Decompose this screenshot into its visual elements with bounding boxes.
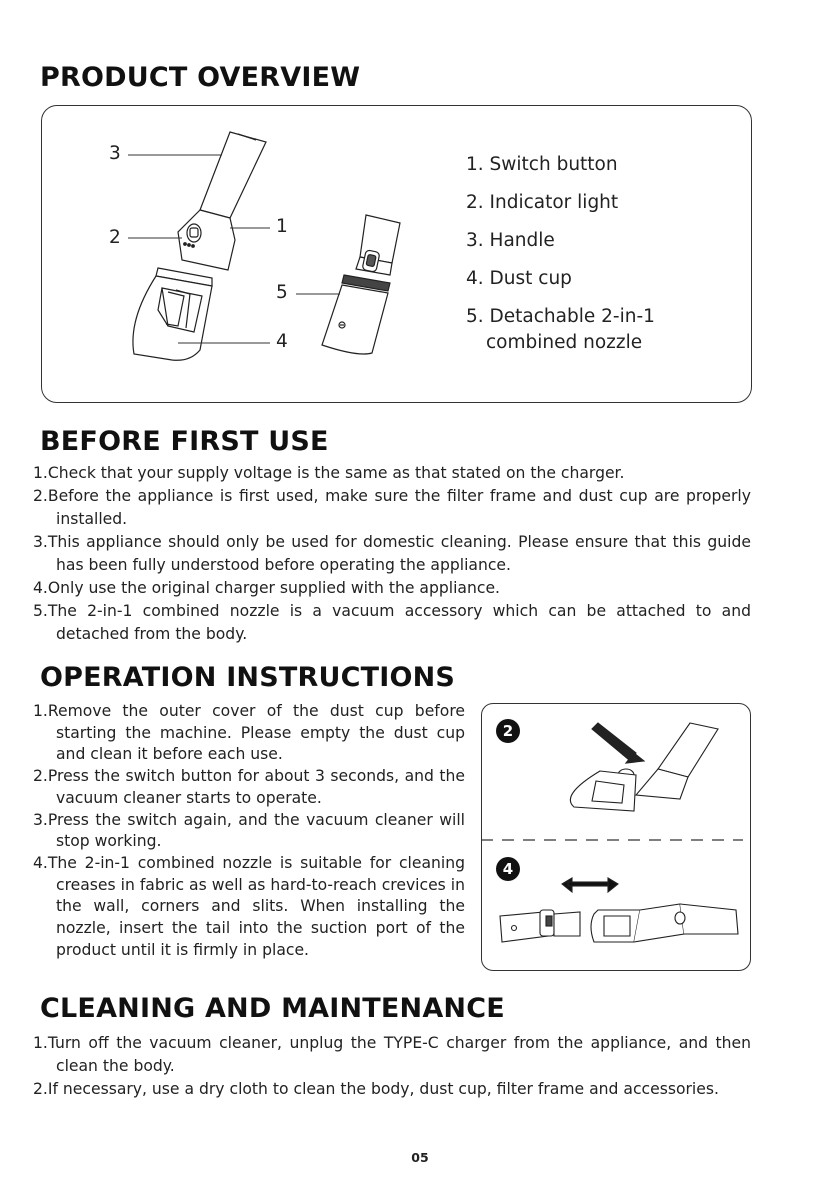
cleaning-steps [33,1032,751,1101]
dashed-divider [481,835,749,845]
product-overview-heading: PRODUCT OVERVIEW [40,62,361,93]
part-item: 2. Indicator light [466,192,619,213]
list-item: 5.The 2-in-1 combined nozzle is a vacuum accessory which can be attached to and detached from the body. [33,602,751,643]
cleaning-maintenance-heading: CLEANING AND MAINTENANCE [40,993,505,1024]
part-item: 1. Switch button [466,154,618,175]
page-number: 05 [411,1150,429,1165]
callout-leaders [0,0,840,400]
callout-3: 3 [109,143,121,164]
before-first-use-heading: BEFORE FIRST USE [40,426,329,457]
step-badge-2: 2 [496,719,520,743]
list-item: 4.Only use the original charger supplied with the appliance. [33,579,500,597]
operation-instructions-heading: OPERATION INSTRUCTIONS [40,662,456,693]
part-item: 5. Detachable 2-in-1 combined nozzle [466,306,655,353]
list-item: 3.This appliance should only be used for domestic cleaning. Please ensure that this guide has been fully understood before operating the appliance. [33,533,751,574]
callout-4: 4 [276,331,288,352]
callout-5: 5 [276,282,288,303]
callout-1: 1 [276,216,288,237]
operation-steps [33,701,465,961]
list-item: 2.Before the appliance is first used, make sure the filter frame and dust cup are properly installed. [33,487,751,528]
list-item: 1.Check that your supply voltage is the same as that stated on the charger. [33,464,625,482]
list-item: 1.Remove the outer cover of the dust cup before starting the machine. Please empty the dust cup and clean it before each use. [33,702,465,764]
parts-list [466,152,655,353]
list-item: 3.Press the switch again, and the vacuum cleaner will stop working. [33,810,465,851]
callout-2: 2 [109,227,121,248]
list-item: 1.Turn off the vacuum cleaner, unplug the TYPE-C charger from the appliance, and then clean the body. [33,1034,751,1075]
list-item: 2.If necessary, use a dry cloth to clean the body, dust cup, filter frame and accessories. [33,1080,719,1098]
part-item: 4. Dust cup [466,268,572,289]
list-item: 2.Press the switch button for about 3 seconds, and the vacuum cleaner starts to operate. [33,767,465,807]
list-item: 4.The 2-in-1 combined nozzle is suitable for cleaning creases in fabric as well as hard-to-reach crevices in the wall, corners and slits. When installing the nozzle, insert the tail into the suction port of the product until it is firmly in place. [33,853,465,959]
press-switch-illustration [540,715,740,825]
part-item: 3. Handle [466,230,555,251]
nozzle-attach-illustration [484,870,746,950]
step-badge-4: 4 [496,857,520,881]
first-use-steps [33,462,751,646]
